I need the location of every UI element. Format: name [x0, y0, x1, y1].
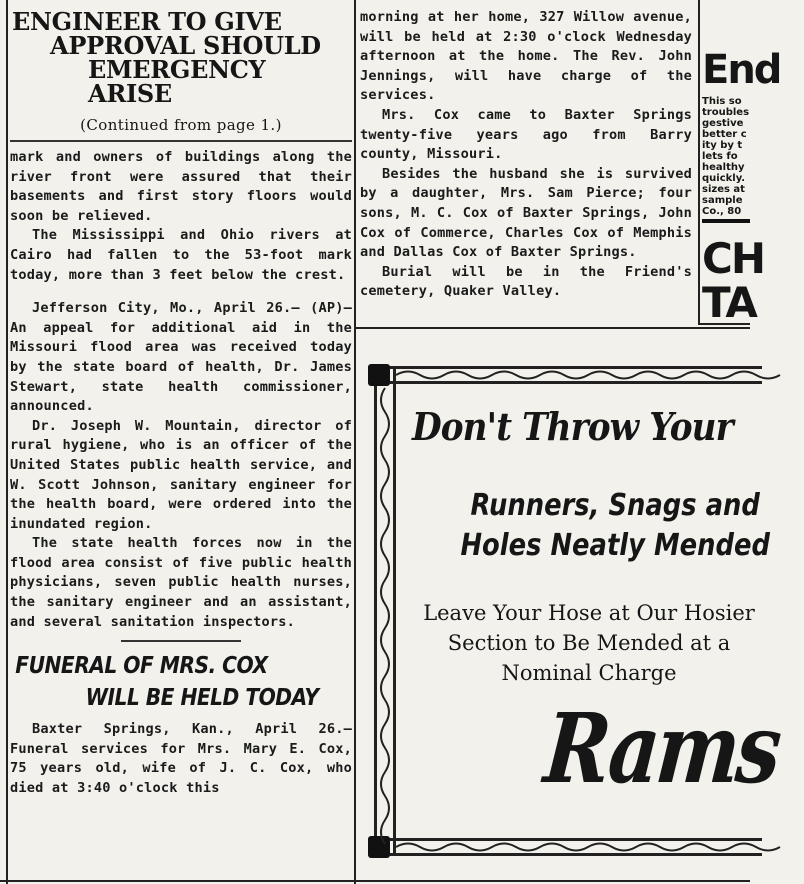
- ad-note-line: Nominal Charge: [501, 661, 677, 685]
- article-paragraph: mark and owners of buildings along the river front were assured that their basements and first story floors would soon be relieved.: [10, 149, 352, 224]
- funeral-body: [10, 720, 352, 798]
- ad-top-rule: [356, 327, 750, 329]
- column-rule-left: [6, 0, 8, 884]
- strip-line: healthy: [702, 162, 745, 173]
- strip-text: [702, 96, 750, 217]
- article-paragraph: The Mississippi and Ohio rivers at Cairo had fallen to the 53-foot mark today, more than 3 feet below the crest.: [10, 227, 352, 283]
- strip-big-line: CH: [702, 234, 764, 283]
- column-rule-right: [698, 0, 700, 325]
- ad-note-line: Section to Be Mended at a: [447, 631, 731, 655]
- hosiery-advertisement: [362, 336, 783, 882]
- ad-subheadline: [426, 486, 804, 566]
- section-divider: [121, 640, 241, 642]
- article-body: [10, 148, 352, 632]
- continued-rule: [10, 140, 352, 142]
- ad-corner-ornament: [368, 836, 390, 858]
- ad-corner-ornament: [368, 364, 390, 386]
- column-rule-middle: [354, 0, 356, 884]
- article-paragraph: Jefferson City, Mo., April 26.— (AP)—An appeal for additional aid in the Missouri flood area was received today by the state board of health, Dr. James Stewart, state health commissioner, announced.: [10, 300, 352, 415]
- funeral-body-continued: [360, 8, 692, 302]
- continued-note: (Continued from page 1.): [80, 116, 282, 134]
- strip-line: sizes at: [702, 184, 745, 195]
- strip-big-line: TA: [702, 278, 756, 327]
- strip-line: ity by t: [702, 140, 743, 151]
- headline-line: EMERGENCY ARISE: [88, 55, 266, 108]
- ad-headline: Don't Throw Your: [412, 404, 733, 449]
- ad-sub-line: Runners, Snags and: [470, 488, 760, 523]
- middle-column: [360, 8, 692, 302]
- ad-brand-logo: Rams: [540, 692, 783, 805]
- strip-line: sample: [702, 195, 743, 206]
- headline-line: APPROVAL SHOULD: [50, 31, 321, 60]
- headline-line: ENGINEER TO GIVE: [12, 7, 282, 36]
- article-paragraph: Burial will be in the Friend's cemetery, Quaker Valley.: [360, 263, 692, 300]
- strip-line: troubles: [702, 107, 750, 118]
- right-strip-ad: [702, 0, 781, 327]
- ribbon-ornament-bottom: [396, 840, 776, 854]
- article-paragraph: Dr. Joseph W. Mountain, director of rural hygiene, who is an officer of the United States public health service, and W. Scott Johnson, sanitary engineer for the health board, were ordered into the inundated region.: [10, 417, 352, 532]
- article-paragraph: Mrs. Cox came to Baxter Springs twenty-five years ago from Barry county, Missouri.: [360, 106, 692, 163]
- headline-line: WILL BE HELD TODAY: [85, 685, 319, 712]
- left-column: [10, 0, 352, 799]
- ad-note: [414, 598, 764, 688]
- strip-line: quickly.: [702, 173, 746, 184]
- funeral-headline: [10, 650, 353, 714]
- paragraph-gap: [10, 285, 352, 299]
- headline-line: FUNERAL OF MRS. COX: [15, 653, 268, 680]
- strip-title: End: [702, 47, 781, 93]
- strip-rule: [702, 219, 750, 223]
- article-paragraph: morning at her home, 327 Willow avenue, will be held at 2:30 o'clock Wednesday afternoon at the home. The Rev. John Jennings, will have charge of the services.: [360, 9, 692, 104]
- ad-sub-line: Holes Neatly Mended: [460, 528, 770, 563]
- strip-big-text: [702, 234, 764, 327]
- ribbon-ornament-top: [396, 368, 776, 382]
- strip-line: lets fo: [702, 151, 738, 162]
- strip-line: better c: [702, 129, 747, 140]
- article-paragraph: The state health forces now in the flood area consist of five public health physicians, seven public health nurses, the sanitary engineer and an assistant, and several sanitation inspectors.: [10, 535, 352, 630]
- ad-note-line: Leave Your Hose at Our Hosier: [423, 601, 755, 625]
- strip-line: This so: [702, 96, 742, 107]
- article-paragraph: Besides the husband she is survived by a daughter, Mrs. Sam Pierce; four sons, M. C. Cox of Baxter Springs, John Cox of Commerce, Charles Cox of Memphis and Dallas Cox of Baxter Springs.: [360, 165, 692, 261]
- strip-line: Co., 80: [702, 206, 742, 217]
- article-headline: [10, 0, 352, 106]
- ribbon-ornament-left: [377, 388, 393, 836]
- strip-line: gestive: [702, 118, 744, 129]
- article-paragraph: Baxter Springs, Kan., April 26.— Funeral services for Mrs. Mary E. Cox, 75 years old, wife of J. C. Cox, who died at 3:40 o'clock this: [10, 721, 352, 797]
